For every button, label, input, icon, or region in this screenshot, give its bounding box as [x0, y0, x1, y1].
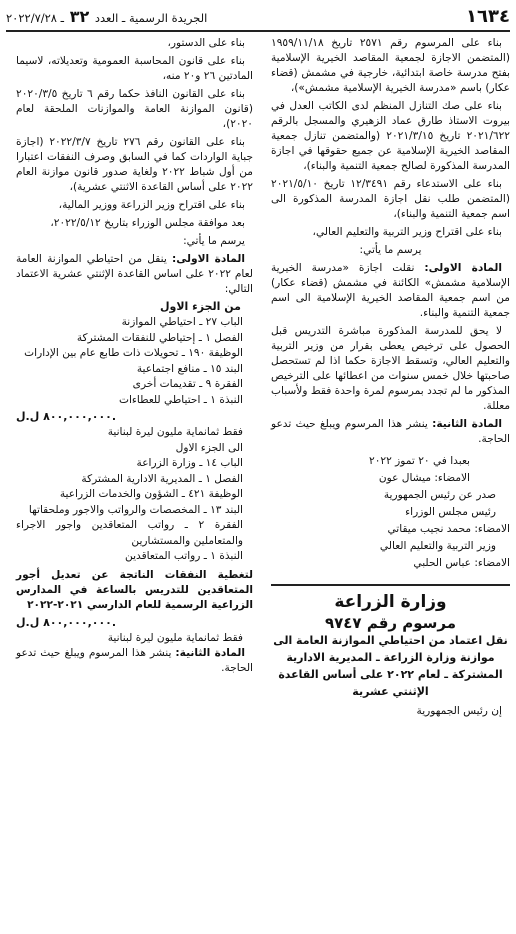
- recital-budget-law: بناء على القانون النافذ حكما رقم ٦ تاريخ ٢٠٢٠/٣/٥ (قانون الموازنة العامة والموازنات الملحقة لعام ٢٠٢٠)،: [16, 88, 253, 130]
- recital-accounting-law: بناء على قانون المحاسبة العمومية وتعديلاته، لاسيما المادتين ٢٦ و٢٠ منه،: [16, 55, 253, 82]
- ministry-title: وزارة الزراعة: [334, 592, 447, 612]
- minister-signature: الامضاء: عباس الحلبي: [413, 557, 510, 569]
- amount-2-words: فقط ثمانماية مليون ليرة لبنانية: [107, 631, 243, 644]
- decrees-line-2: يرسم ما يأتي:: [183, 235, 245, 247]
- article-2-label: المادة الثانية:: [432, 418, 502, 430]
- issue-date: ـ ٢٠٢٢/٧/٢٨: [6, 11, 65, 25]
- issued-by: صدر عن رئيس الجمهورية: [383, 489, 496, 501]
- signature-block: [271, 453, 510, 572]
- from-item: النبذة ١ ـ احتياطي للعطاءات: [119, 393, 243, 406]
- to-item: الباب ١٤ ـ وزارة الزراعة: [136, 457, 243, 469]
- gazette-title: الجريدة الرسمية ـ العدد: [94, 11, 208, 25]
- left-column: [16, 36, 263, 722]
- gazette-issue: [6, 7, 207, 26]
- header-rule: [6, 30, 510, 32]
- to-item: البند ١٣ ـ المخصصات والرواتب والاجور وملحقاتها: [28, 503, 243, 516]
- article-2: [271, 417, 510, 447]
- from-part-title: من الجزء الاول: [159, 300, 241, 313]
- ministry-heading-block: [271, 584, 510, 700]
- decree-number: مرسوم رقم ٩٧٤٧: [324, 614, 457, 632]
- article-1-label: المادة الاولى:: [424, 262, 502, 274]
- decrees-line: يرسم ما يأتي:: [359, 244, 422, 256]
- page-header: [6, 6, 510, 28]
- two-columns: [6, 36, 510, 722]
- recital-proposal: بناء على اقتراح وزير التربية والتعليم العالي،: [312, 226, 502, 238]
- recital-constitution: بناء على الدستور،: [167, 37, 245, 49]
- article-1-text: نقلت اجازة «مدرسة الخيرية الإسلامية مشمش» الكائنة في مشمش (قضاء عكار) من اسم جمعية المقاصد الخيرية الإسلامية الى اسم جمعية التنمية والبناء.: [271, 262, 510, 319]
- article-2-publish-label: المادة الثانية:: [175, 647, 245, 659]
- president-signature: الامضاء: ميشال عون: [378, 472, 470, 484]
- from-item: الوظيفة ١٩٠ ـ تحويلات ذات طابع عام بين الإدارات: [24, 347, 243, 359]
- amount-2: ٨٠٠,٠٠٠,٠٠٠ ل.ل.: [16, 615, 117, 629]
- from-item: الفصل ١ ـ إحتياطي للنفقات المشتركة: [76, 331, 243, 344]
- to-item: الفصل ١ ـ المديرية الادارية المشتركة: [81, 472, 243, 485]
- article-2-text: ينشر هذا المرسوم ويبلغ حيث تدعو الحاجة.: [271, 418, 510, 445]
- amount-1: ٨٠٠,٠٠٠,٠٠٠ ل.ل.: [16, 410, 117, 423]
- right-column: [263, 36, 510, 722]
- article-2-publish-text: ينشر هذا المرسوم ويبلغ حيث تدعو الحاجة.: [16, 647, 253, 674]
- pm-signature: الامضاء: محمد نجيب ميقاتي: [387, 523, 510, 535]
- recital-cabinet-approval: بعد موافقة مجلس الوزراء بتاريخ ٢٠٢٢/٥/١٢،: [50, 217, 245, 229]
- article-1-transfer-text: ينقل من احتياطي الموازنة العامة لعام ٢٠٢٢ على اساس القاعدة الإثنتي عشرية الاعتماد التالي:: [16, 253, 253, 295]
- recital-decree-2571: بناء على المرسوم رقم ٢٥٧١ تاريخ ١٩٥٩/١١/١٨ (المتضمن الاجازة لجمعية المقاصد الخيرية الإسلامية بفتح مدرسة خاصة ابتدائية، خارجية في مشمش (قضاء عكار) باسم «مدرسة الخيرية الإسلامية مشمش»)،: [271, 37, 510, 94]
- recital-law-276: بناء على القانون رقم ٢٧٦ تاريخ ٢٠٢٢/٣/٧ (اجازة جباية الواردات كما في السابق وصرف النفقات اعتبارا من أول شباط ٢٠٢٢ ولغاية صدور قانون موازنة العام ٢٠٢٢ على أساس القاعدة الاثنتي عشرية)،: [16, 136, 253, 193]
- decree-subject: نقل اعتماد من احتياطي الموازنة العامة الى موازنة وزارة الزراعة ـ المديرية الادارية المشتركة ـ لعام ٢٠٢٢ على أساس القاعدة الإثنتي عشرية: [273, 634, 508, 698]
- issue-number: ٣٢: [69, 7, 90, 26]
- license-condition: لا يحق للمدرسة المذكورة مباشرة التدريس قبل الحصول على ترخيص يعطى بقرار من وزير التربية والتعليم العالي، وتسقط الاجازة حكما اذا لم تستحصل صاحبتها خلال خمس سنوات من اعطائها على الترخيص المذكور ما لم تجدد بمرسوم لمرة واحدة فقط ولأسباب معللة.: [271, 325, 510, 412]
- from-item: البند ١٥ ـ منافع اجتماعية: [136, 362, 243, 375]
- article-1-transfer-label: المادة الاولى:: [172, 253, 245, 265]
- to-item: النبذة ١ ـ رواتب المتعاقدين: [125, 550, 243, 562]
- recital-waiver-deed: بناء على صك التنازل المنظم لدى الكاتب العدل في بيروت الاستاذ طارق عماد الزهيري والمسجل بالرقم ٢٠٢١/٦٢٢ تاريخ ٢٠٢١/٣/١٥ (والمتضمن تنازل جمعية المقاصد الخيرية الإسلامية عن جميع حقوقها في اجازة المدرسة المذكورة لصالح جمعية التنمية والبناء)،: [271, 100, 510, 172]
- to-item: الفقرة ٢ ـ رواتب المتعاقدين واجور الاجراء والمتعاملين والمستشارين: [16, 519, 243, 547]
- from-president: إن رئيس الجمهورية: [416, 705, 502, 717]
- sign-date: بعبدا في ٢٠ تموز ٢٠٢٢: [369, 455, 470, 467]
- to-item: الوظيفة ٤٢١ ـ الشؤون والخدمات الزراعية: [59, 488, 243, 500]
- pm-title: رئيس مجلس الوزراء: [405, 506, 496, 518]
- recital-request: بناء على الاستدعاء رقم ١٢/٣٤٩١ تاريخ ٢٠٢١/٥/١٠ (المتضمن طلب نقل اجازة المدرسة المذكورة الى اسم جمعية التنمية والبناء)،: [271, 178, 510, 220]
- recital-ministers-proposal: بناء على اقتراح وزير الزراعة ووزير المالية،: [58, 199, 245, 211]
- amount-1-words: فقط ثمانماية مليون ليرة لبنانية: [107, 426, 243, 438]
- from-item: الفقرة ٩ ـ تقديمات أخرى: [132, 378, 243, 390]
- purpose-text: لتغطية النفقات الناتجة عن تعديل أجور المتعاقدين للتدريس بالساعة في المدارس الزراعية الرسمية للعام الدارسي ٢٠٢١-٢٠٢٢: [16, 568, 253, 611]
- minister-title: وزير التربية والتعليم العالي: [379, 540, 496, 552]
- to-part-title: الى الجزء الاول: [175, 441, 243, 454]
- article-1: [271, 261, 510, 321]
- page-number: ١٦٣٤: [466, 6, 510, 27]
- from-item: الباب ٢٧ ـ احتياطي الموازنة: [121, 316, 243, 328]
- article-1-transfer: [16, 252, 253, 297]
- article-2-publish: [16, 646, 253, 676]
